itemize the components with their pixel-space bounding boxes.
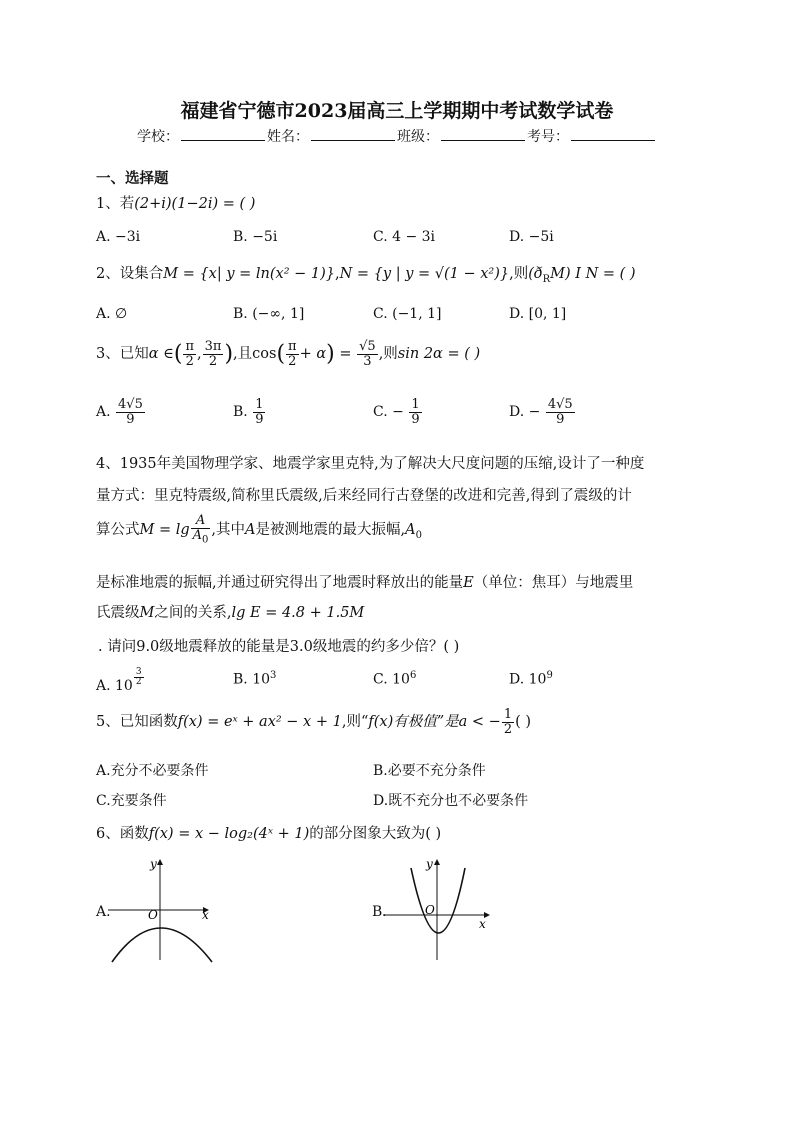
number-blank[interactable]: [571, 128, 655, 141]
q3-option-a[interactable]: A. $\frac{4√5}{9}$: [96, 397, 143, 427]
q3-plus-alpha: + α: [299, 346, 327, 363]
q4-line-4: 是标准地震的振幅,并通过研究得出了地震时释放出的能量E（单位：焦耳）与地震里: [96, 575, 634, 591]
q4-option-c[interactable]: C. $10^6$: [373, 670, 417, 688]
q3-mid1: ,且: [233, 346, 253, 363]
q3-option-c[interactable]: C. − $\frac{1}{9}$: [373, 397, 420, 427]
q3-cos: cos: [252, 346, 277, 363]
q5-option-b[interactable]: B.必要不充分条件: [373, 763, 486, 779]
name-blank[interactable]: [311, 128, 395, 141]
q5-option-c[interactable]: C.充要条件: [96, 793, 167, 809]
q1-option-b[interactable]: B. −5i: [233, 229, 278, 245]
q1-expression: (2+i)(1−2i) = ( ): [134, 196, 256, 212]
q4-option-a[interactable]: A. 10 $\frac{3}{2}$: [96, 667, 142, 695]
class-blank[interactable]: [441, 128, 525, 141]
y-label: y: [426, 857, 433, 871]
school-blank[interactable]: [181, 128, 265, 141]
section-heading: 一、选择题: [96, 170, 169, 187]
q5-option-a[interactable]: A.充分不必要条件: [96, 763, 209, 779]
q2-option-c[interactable]: C. (−1, 1]: [373, 306, 442, 322]
q1-option-a[interactable]: A. −3i: [96, 229, 141, 245]
q2-prefix: 2、设集合: [96, 266, 164, 282]
curve: [112, 928, 212, 962]
q3-frac-pi-2: $\frac{\pi}{2}$: [185, 339, 195, 369]
q6-option-b[interactable]: B.: [372, 904, 387, 920]
q4-line-5: 氏震级M之间的关系,lg E = 4.8 + 1.5M: [96, 605, 365, 621]
q1-prefix: 1、若: [96, 196, 135, 212]
q2-expression-end: M) I N = ( ): [550, 266, 636, 282]
school-label: 学校：: [137, 129, 179, 145]
exam-title: 福建省宁德市2023届高三上学期期中考试数学试卷: [180, 100, 614, 122]
q2-sub-r: R: [542, 273, 551, 285]
curve: [411, 868, 465, 933]
q2-suffix: ,则: [509, 266, 529, 282]
q3-prefix: 3、已知: [96, 346, 149, 363]
q2-option-a[interactable]: A. ∅: [96, 306, 128, 322]
name-label: 姓名：: [267, 129, 309, 145]
q6-graph-a[interactable]: [108, 852, 220, 964]
q4-line-6: . 请问9.0级地震释放的能量是3.0级地震的约多少倍？( ): [98, 639, 460, 655]
q4-option-d[interactable]: D. $10^9$: [509, 670, 553, 688]
q2-complement: (ð: [528, 266, 543, 282]
student-info-line: [0, 126, 794, 146]
q4-frac-a-a0: $\frac{A}{A_0}$: [192, 513, 209, 546]
q4-line-1: 4、1935年美国物理学家、地震学家里克特,为了解决大尺度问题的压缩,设计了一种度: [96, 456, 645, 472]
q4-line-2: 量方式：里克特震级,简称里氏震级,后来经同行古登堡的改进和完善,得到了震级的计: [96, 488, 632, 504]
question-3: 3、已知α ∈( $\frac{\pi}{2}$ , $\frac{3\pi}{2}$ ),且cos( $\frac{\pi}{2}$ + α) = $\frac{√5}{3}$ ,则sin 2α = ( ): [96, 339, 481, 369]
q2-set-m: M = {x| y = ln(x² − 1)}: [163, 266, 336, 282]
q5-option-d[interactable]: D.既不充分也不必要条件: [373, 793, 529, 809]
q2-option-b[interactable]: B. (−∞, 1]: [233, 306, 305, 322]
q1-option-c[interactable]: C. 4 − 3i: [373, 229, 436, 245]
q2-option-d[interactable]: D. [0, 1]: [509, 306, 567, 322]
origin-label: O: [425, 903, 435, 917]
q3-frac-sqrt5-3: $\frac{√5}{3}$: [359, 339, 376, 369]
q3-alpha-in: α ∈: [148, 346, 174, 363]
x-label: x: [479, 917, 486, 931]
q2-set-n: N = {y | y = √(1 − x²)}: [339, 266, 510, 282]
question-1: [96, 192, 255, 213]
question-5: 5、已知函数f(x) = eˣ + ax² − x + 1,则“f(x)有极值”是a < − $\frac{1}{2}$ ( ): [96, 707, 532, 737]
origin-label: O: [148, 908, 158, 922]
q4-line-3: 算公式M = lg $\frac{A}{A_0}$ ,其中A是被测地震的最大振幅$,A_0$: [96, 513, 422, 546]
y-label: y: [150, 857, 157, 871]
q3-frac-3pi-2: $\frac{3\pi}{2}$: [204, 339, 222, 369]
q6-graph-b[interactable]: [383, 852, 495, 964]
q3-mid2: ,则: [378, 346, 398, 363]
q4-option-b[interactable]: B. $10^3$: [233, 670, 277, 688]
q3-option-b[interactable]: B. $\frac{1}{9}$: [233, 397, 264, 427]
q3-frac-pi-2b: $\frac{\pi}{2}$: [288, 339, 297, 369]
q6-option-a[interactable]: A.: [96, 904, 111, 920]
x-label: x: [202, 908, 209, 922]
q1-option-d[interactable]: D. −5i: [509, 229, 554, 245]
question-6: 6、函数f(x) = x − log₂(4ˣ + 1)的部分图象大致为( ): [96, 826, 442, 842]
number-label: 考号：: [527, 129, 569, 145]
class-label: 班级：: [397, 129, 439, 145]
q3-option-d[interactable]: D. − $\frac{4√5}{9}$: [509, 397, 573, 427]
q3-target: sin 2α = ( ): [397, 346, 481, 363]
question-2: 2、设集合M = {x| y = ln(x² − 1)},N = {y | y = √(1 − x²)},则$(ð_RM)$ I N = ( ): [96, 266, 636, 285]
